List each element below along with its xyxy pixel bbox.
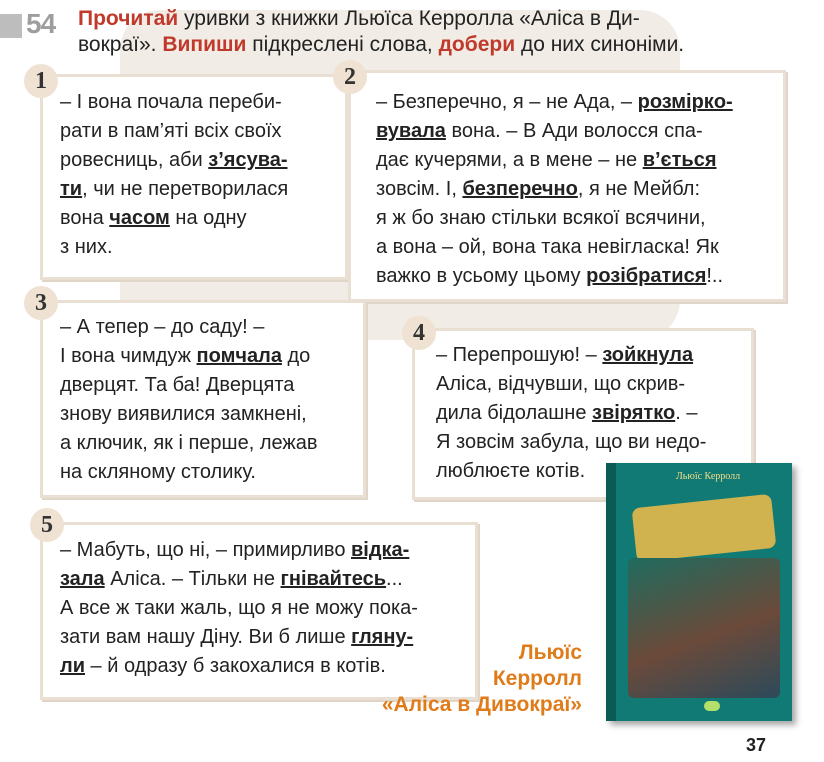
underlined-word: гнівайтесь [280, 568, 387, 590]
excerpt-line [60, 204, 288, 233]
underlined-word: з’ясува- [208, 149, 288, 171]
excerpt-line [376, 233, 733, 262]
text-segment: – й одразу б закохалися в котів. [85, 655, 386, 677]
excerpt-text-3 [60, 313, 318, 487]
text-segment: , я не Мейбл: [577, 178, 701, 200]
excerpt-line [436, 341, 706, 370]
excerpt-number-5: 5 [30, 508, 64, 542]
text-segment: ровесниць, аби [60, 149, 209, 171]
excerpt-line [60, 117, 288, 146]
task-number-marker [0, 14, 22, 38]
text-segment: з них. [60, 236, 113, 258]
task-header [0, 2, 824, 62]
text-segment: а ключик, як і перше, лежав [60, 432, 318, 454]
text-segment: рати в пам’яті всіх своїх [60, 120, 282, 142]
excerpt-line [60, 429, 318, 458]
book-caption-author-last: Керролл [492, 667, 582, 690]
excerpt-line [60, 233, 288, 262]
text-segment: – А тепер – до саду! – [60, 316, 265, 338]
underlined-word: вувала [376, 120, 446, 142]
book-cover-emblem [704, 701, 720, 711]
excerpt-line [60, 400, 318, 429]
excerpt-line [376, 204, 733, 233]
underlined-word: зойкнула [602, 344, 694, 366]
excerpt-text-1 [60, 88, 288, 262]
text-segment: зовсім. І, [376, 178, 463, 200]
text-segment: а вона – ой, вона така невігласка! Як [376, 236, 719, 258]
underlined-word: глянy- [351, 626, 414, 648]
text-segment: я ж бо знаю стільки всякої всячини, [376, 207, 706, 229]
text-segment: люблюєте котів. [436, 460, 586, 482]
underlined-word: в’ється [642, 149, 717, 171]
text-segment: дає кучерями, а в мене – не [376, 149, 643, 171]
text-segment: – Перепрошую! – [436, 344, 603, 366]
text-segment: А все ж таки жаль, що я не можу пока- [60, 597, 418, 619]
underlined-word: ли [60, 655, 85, 677]
excerpt-line [376, 262, 733, 291]
excerpt-line [60, 565, 418, 594]
text-segment: дила бідолашне [436, 402, 593, 424]
text-segment: – Безперечно, я – не Ада, – [376, 91, 638, 113]
excerpt-text-2 [376, 88, 733, 291]
excerpt-line [376, 88, 733, 117]
underlined-word: розміркo- [637, 91, 733, 113]
page-number: 37 [746, 735, 767, 755]
excerpt-line [60, 536, 418, 565]
excerpt-line [60, 342, 318, 371]
excerpt-line [60, 313, 318, 342]
excerpt-number-2: 2 [333, 60, 367, 94]
text-segment: зати вам нашу Діну. Ви б лише [60, 626, 352, 648]
excerpt-line [376, 117, 733, 146]
instruction-verb-match: добери [438, 33, 516, 56]
book-cover-title-art [632, 494, 777, 562]
text-segment: вона. – В Ади волосся спа- [445, 120, 703, 142]
excerpt-line [60, 175, 288, 204]
excerpt-line [376, 146, 733, 175]
text-segment: ... [386, 568, 403, 590]
text-segment: Аліса. – Тільки не [104, 568, 281, 590]
text-segment: І вона чимдуж [60, 345, 197, 367]
excerpt-line [60, 458, 318, 487]
underlined-word: ти [60, 178, 83, 200]
excerpt-number-1: 1 [24, 64, 58, 98]
text-segment: на одну [169, 207, 247, 229]
underlined-word: безперечно [462, 178, 578, 200]
book-caption [300, 640, 582, 718]
text-segment: . – [675, 402, 698, 424]
underlined-word: звірятко [592, 402, 676, 424]
excerpt-line [436, 428, 706, 457]
task-number: 54 [26, 8, 56, 39]
text-segment: важко в усьому цьому [376, 265, 587, 287]
book-caption-title: «Аліса в Дивокраї» [381, 693, 582, 716]
excerpt-number-4: 4 [402, 316, 436, 350]
text-segment: , чи не перетворилася [82, 178, 289, 200]
excerpt-line [60, 371, 318, 400]
excerpt-number-3: 3 [24, 286, 58, 320]
text-segment: !.. [706, 265, 724, 287]
excerpt-line [376, 175, 733, 204]
instruction-verb-read: Прочитай [78, 7, 179, 30]
book-cover-image [606, 463, 792, 721]
text-segment: на скляному столику. [60, 461, 256, 483]
text-segment: Я зовсім забула, що ви недо- [436, 431, 707, 453]
underlined-word: відка- [351, 539, 410, 561]
book-caption-author-first: Льюїс [518, 641, 582, 664]
text-segment: – І вона почала переби- [60, 91, 282, 113]
text-segment: дверцят. Та ба! Дверцята [60, 374, 295, 396]
book-cover-illustration [628, 558, 780, 698]
book-cover-author: Льюїс Керролл [676, 471, 741, 482]
underlined-word: часом [109, 207, 170, 229]
underlined-word: зала [60, 568, 105, 590]
text-segment: вона [60, 207, 110, 229]
excerpt-line [60, 146, 288, 175]
instruction-verb-write: Випиши [162, 33, 247, 56]
excerpt-line [436, 370, 706, 399]
text-segment: знову виявилися замкнені, [60, 403, 307, 425]
text-segment: Аліса, відчувши, що скрив- [436, 373, 686, 395]
excerpt-line [60, 594, 418, 623]
text-segment: до [281, 345, 311, 367]
excerpt-line [436, 399, 706, 428]
text-segment: – Мабуть, що ні, – примирливо [60, 539, 351, 561]
task-instruction: Прочитай уривки з книжки Льюїса Керролла «Аліса в Ди- вокраї». Випиши підкреслені слова, добери до них синоніми. [78, 7, 685, 56]
underlined-word: помчала [196, 345, 282, 367]
underlined-word: розібратися [586, 265, 707, 287]
excerpt-line [60, 88, 288, 117]
